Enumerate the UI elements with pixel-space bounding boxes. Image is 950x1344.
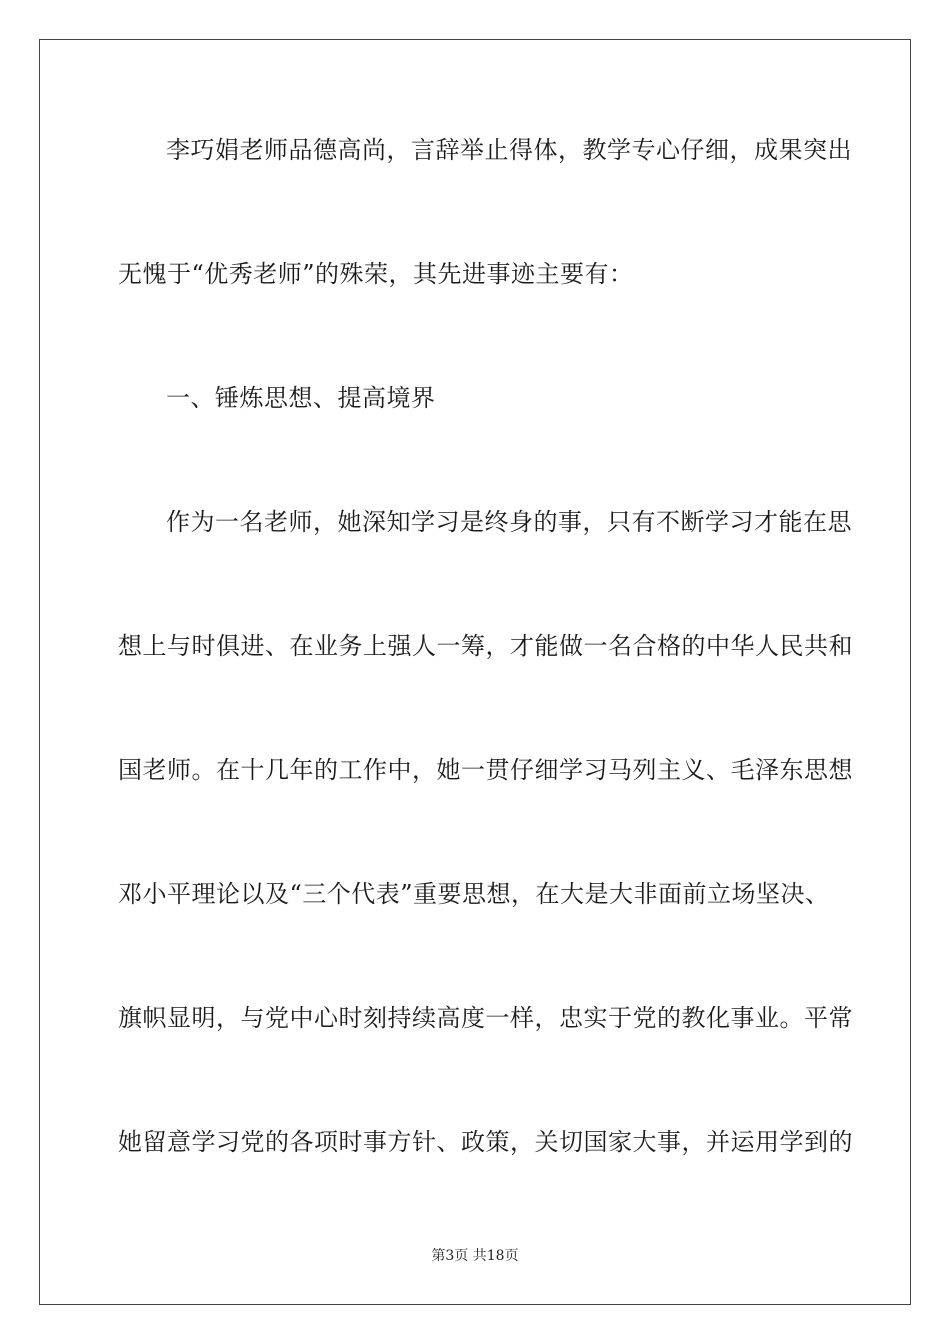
paragraph-line: 想上与时俱进、在业务上强人一筹，才能做一名合格的中华人民共和 bbox=[118, 632, 853, 660]
paragraph-line: 李巧娟老师品德高尚，言辞举止得体，教学专心仔细，成果突出 bbox=[166, 136, 852, 164]
section-heading: 一、锤炼思想、提高境界 bbox=[166, 384, 436, 412]
page-number-footer: 第3页 共18页 bbox=[431, 1248, 519, 1264]
paragraph-line: 作为一名老师，她深知学习是终身的事，只有不断学习才能在思 bbox=[166, 508, 852, 536]
paragraph-line: 她留意学习党的各项时事方针、政策，关切国家大事，并运用学到的 bbox=[118, 1128, 853, 1156]
paragraph-line: 国老师。在十几年的工作中，她一贯仔细学习马列主义、毛泽东思想 bbox=[118, 756, 853, 784]
paragraph-line: 无愧于“优秀老师”的殊荣，其先进事迹主要有： bbox=[118, 260, 634, 288]
page-border bbox=[39, 39, 911, 1305]
paragraph-line: 旗帜显明，与党中心时刻持续高度一样，忠实于党的教化事业。平常 bbox=[118, 1004, 853, 1032]
paragraph-line: 邓小平理论以及“三个代表”重要思想，在大是大非面前立场坚决、 bbox=[118, 880, 830, 908]
